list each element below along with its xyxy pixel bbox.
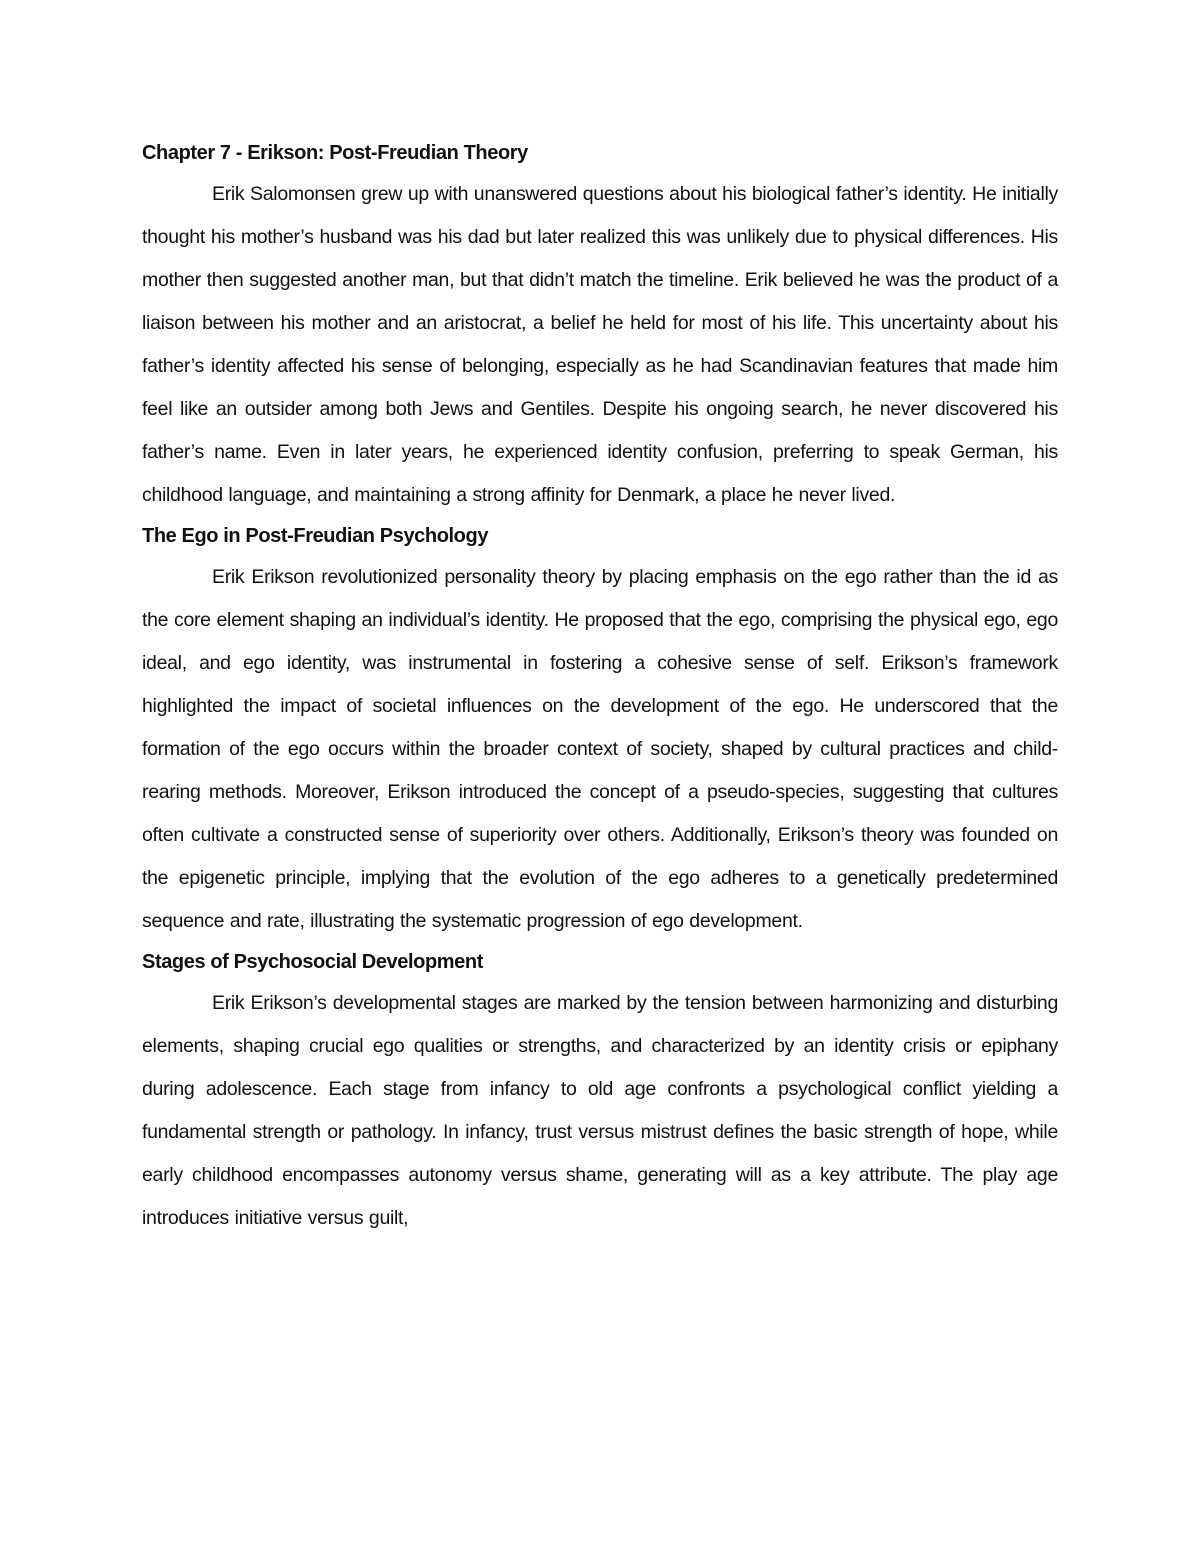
paragraph-psychosocial-stages: Erik Erikson’s developmental stages are marked by the tension between harmonizing and disturbing elements, shaping crucial ego qualities or strengths, and characterized by an identity crisis or epiphany during adolescence. Each stage from infancy to old age confronts a psychological conflict yielding a fundamental strength or pathology. In infancy, trust versus mistrust defines the basic strength of hope, while early childhood encompasses autonomy versus shame, generating will as a key attribute. The play age introduces initiative versus guilt, (142, 992, 1058, 1229)
paragraph-erik-salomonsen: Erik Salomonsen grew up with unanswered questions about his biological father’s identity. He initially thought his mother’s husband was his dad but later realized this was unlikely due to physical differences. His mother then suggested another man, but that didn’t match the timeline. Erik believed he was the product of a liaison between his mother and an aristocrat, a belief he held for most of his life. This uncertainty about his father’s identity affected his sense of belonging, especially as he had Scandinavian features that made him feel like an outsider among both Jews and Gentiles. Despite his ongoing search, he never discovered his father’s name. Even in later years, he experienced identity confusion, preferring to speak German, his childhood language, and maintaining a strong affinity for Denmark, a place he never lived. (142, 183, 1058, 506)
document-page (142, 138, 1058, 1240)
section-heading-ego: The Ego in Post-Freudian Psychology (142, 525, 489, 547)
chapter-title: Chapter 7 - Erikson: Post-Freudian Theory (142, 142, 528, 164)
section-heading-stages: Stages of Psychosocial Development (142, 951, 483, 973)
paragraph-ego-post-freudian: Erik Erikson revolutionized personality theory by placing emphasis on the ego rather than the id as the core element shaping an individual’s identity. He proposed that the ego, comprising the physical ego, ego ideal, and ego identity, was instrumental in fostering a cohesive sense of self. Erikson’s framework highlighted the impact of societal influences on the development of the ego. He underscored that the formation of the ego occurs within the broader context of society, shaped by cultural practices and child-rearing methods. Moreover, Erikson introduced the concept of a pseudo-species, suggesting that cultures often cultivate a constructed sense of superiority over others. Additionally, Erikson’s theory was founded on the epigenetic principle, implying that the evolution of the ego adheres to a genetically predetermined sequence and rate, illustrating the systematic progression of ego development. (142, 566, 1058, 932)
